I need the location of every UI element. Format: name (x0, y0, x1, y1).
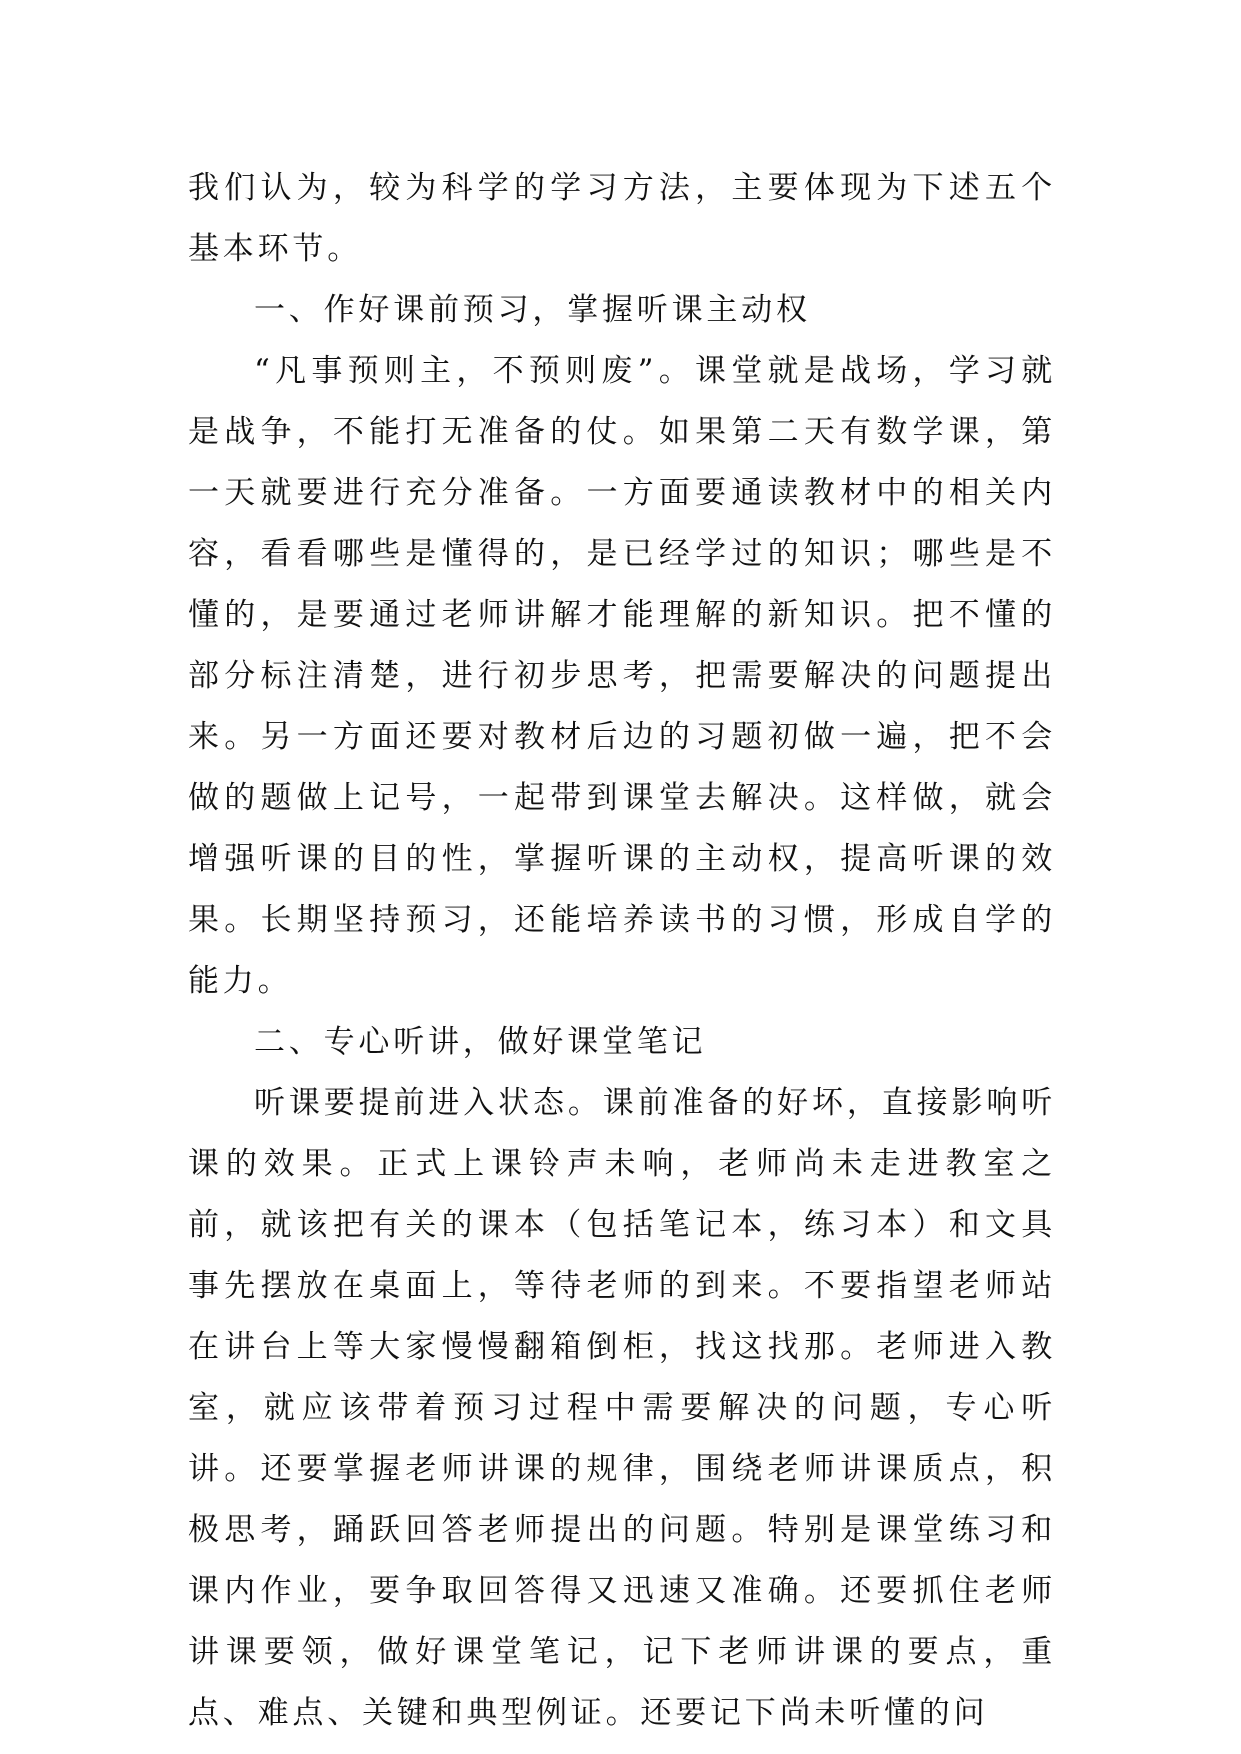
paragraph-intro: 我们认为，较为科学的学习方法，主要体现为下述五个基本环节。 (188, 170, 1056, 267)
section-heading-1: 一、作好课前预习，掌握听课主动权 (254, 292, 811, 328)
section-heading-2: 二、专心听讲，做好课堂笔记 (254, 1024, 707, 1060)
paragraph-body-2: 听课要提前进入状态。课前准备的好坏，直接影响听课的效果。正式上课铃声未响，老师尚未走进教室之前，就该把有关的课本（包括笔记本，练习本）和文具事先摆放在桌面上，等待老师的到来。不要指望老师站在讲台上等大家慢慢翻箱倒柜，找这找那。老师进入教室，就应该带着预习过程中需要解决的问题，专心听讲。还要掌握老师讲课的规律，围绕老师讲课质点，积极思考，踊跃回答老师提出的问题。特别是课堂练习和课内作业，要争取回答得又迅速又准确。还要抓住老师讲课要领，做好课堂笔记，记下老师讲课的要点，重点、难点、关键和典型例证。还要记下尚未听懂的问 (188, 1085, 1056, 1731)
document-body (188, 158, 1056, 1744)
paragraph-body-1: “凡事预则主，不预则废”。课堂就是战场，学习就是战争，不能打无准备的仗。如果第二天有数学课，第一天就要进行充分准备。一方面要通读教材中的相关内容，看看哪些是懂得的，是已经学过的知识；哪些是不懂的，是要通过老师讲解才能理解的新知识。把不懂的部分标注清楚，进行初步思考，把需要解决的问题提出来。另一方面还要对教材后边的习题初做一遍，把不会做的题做上记号，一起带到课堂去解决。这样做，就会增强听课的目的性，掌握听课的主动权，提高听课的效果。长期坚持预习，还能培养读书的习惯，形成自学的能力。 (188, 353, 1056, 999)
